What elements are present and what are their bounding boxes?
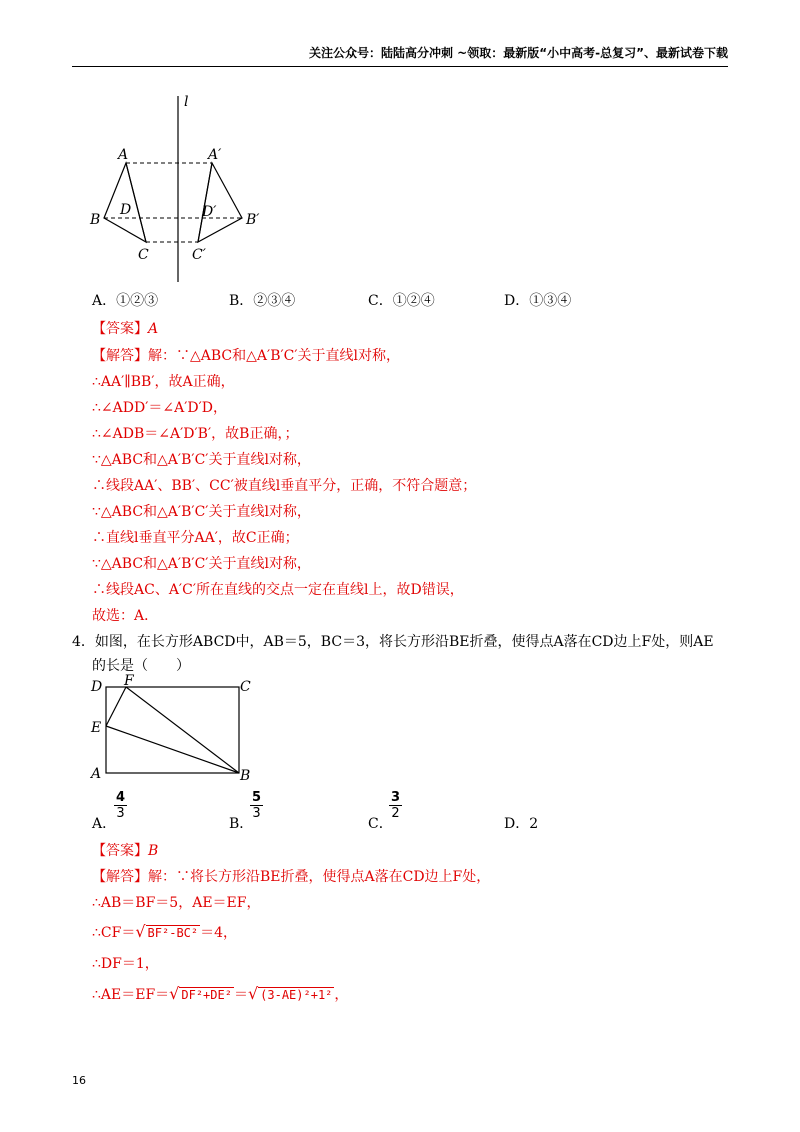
q3-solution-line-4: ∴∠ADB＝∠A′D′B′，故B正确，； <box>92 426 299 442</box>
sqrt-symbol: √ <box>135 922 146 941</box>
label-l: l <box>184 94 189 110</box>
label-B-prime: B′ <box>246 212 260 228</box>
page-number: 16 <box>72 1074 86 1087</box>
q4-option-b-fraction: $\frac{5}{3}$ <box>252 790 262 821</box>
q3-answer: 【答案】A <box>92 321 159 337</box>
q3-option-a: A．①②③ <box>92 293 159 309</box>
q4-solution-line-1: 【解答】解：∵将长方形沿BE折叠，使得点A落在CD边上F处， <box>92 869 491 885</box>
q4-option-c-fraction: $\frac{3}{2}$ <box>391 790 401 821</box>
q4-solution-line-4: ∴DF＝1， <box>92 956 159 972</box>
label-C: C <box>240 679 251 695</box>
q4-answer: 【答案】B <box>92 843 159 859</box>
q3-option-d: D．①③④ <box>504 293 572 309</box>
q4-option-c-label: C． <box>368 816 393 832</box>
label-D: D <box>91 679 103 695</box>
q3-solution-line-7: ∵△ABC和△A′B′C′关于直线l对称， <box>92 504 311 520</box>
q3-solution-line-9: ∵△ABC和△A′B′C′关于直线l对称， <box>92 556 311 572</box>
q3-options <box>92 290 652 310</box>
label-A: A <box>91 766 102 782</box>
label-C-prime: C′ <box>192 247 206 263</box>
page-header: 关注公众号：陆陆高分冲刺 ~领取：最新版“小中高考-总复习”、最新试卷下载 <box>72 44 728 67</box>
q4-stem-line-2: 的长是（ ） <box>92 658 190 674</box>
label-B: B <box>240 768 251 784</box>
q3-solution-line-8: ∴直线l垂直平分AA′，故C正确； <box>92 530 299 546</box>
q4-stem-line-1: 4．如图，在长方形ABCD中，AB＝5，BC＝3，将长方形沿BE折叠，使得点A落在CD边上F处，则AE <box>72 634 714 650</box>
label-B: B <box>90 212 101 228</box>
q3-option-b: B．②③④ <box>229 293 296 309</box>
label-D: D <box>120 202 132 218</box>
label-C: C <box>138 247 149 263</box>
q3-solution-line-10: ∴线段AC、A′C′所在直线的交点一定在直线l上，故D错误， <box>92 582 464 598</box>
q3-solution-line-1: 【解答】解：∵△ABC和△A′B′C′关于直线l对称， <box>92 348 401 364</box>
q4-solution-line-2: ∴AB＝BF＝5，AE＝EF， <box>92 895 261 911</box>
q3-solution-line-2: ∴AA′∥BB′，故A正确， <box>92 374 235 390</box>
q4-option-d: D．2 <box>504 816 539 832</box>
sqrt-symbol: √ <box>169 984 180 1003</box>
label-A-prime: A′ <box>208 147 222 163</box>
q4-option-a-fraction: $\frac{4}{3}$ <box>116 790 126 821</box>
q3-option-c: C．①②④ <box>368 293 435 309</box>
label-F: F <box>124 674 134 689</box>
label-A: A <box>118 147 129 163</box>
label-E: E <box>91 720 102 736</box>
label-D-prime: D′ <box>202 204 217 220</box>
figure-folded-rectangle <box>86 674 266 784</box>
q4-option-b-label: B． <box>229 816 254 832</box>
figure-symmetric-triangles <box>86 92 286 284</box>
sqrt-symbol: √ <box>247 984 259 1003</box>
q3-solution-line-5: ∵△ABC和△A′B′C′关于直线l对称， <box>92 452 311 468</box>
q3-solution-line-11: 故选：A． <box>92 608 159 624</box>
q4-solution-line-3: ∴CF＝√ BF²-BC² ＝4， <box>92 922 238 941</box>
q4-solution-line-5: ∴AE＝EF＝√ DF²+DE² ＝√ (3-AE)²+1² ， <box>92 984 349 1003</box>
q3-solution-line-3: ∴∠ADD′＝∠A′D′D， <box>92 400 228 416</box>
q4-option-a-label: A． <box>92 816 117 832</box>
q3-solution-line-6: ∴线段AA′、BB′、CC′被直线l垂直平分，正确，不符合题意； <box>92 478 477 494</box>
